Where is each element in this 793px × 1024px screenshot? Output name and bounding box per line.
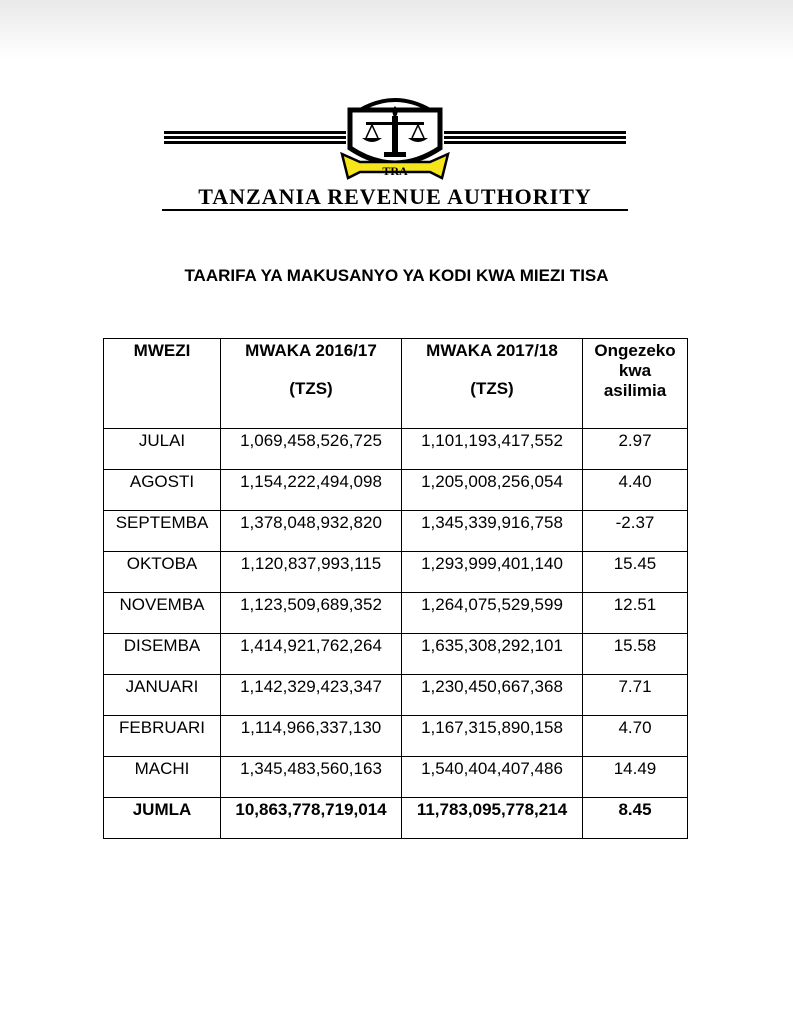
cell-2016-17: 1,069,458,526,725 [221,429,402,470]
cell-2017-18: 1,230,450,667,368 [402,675,583,716]
cell-2016-17: 1,378,048,932,820 [221,511,402,552]
cell-2016-17: 1,120,837,993,115 [221,552,402,593]
cell-2017-18: 1,205,008,256,054 [402,470,583,511]
cell-growth: 2.97 [583,429,688,470]
top-shading [0,0,793,60]
table-row [104,716,688,757]
cell-2017-18: 1,293,999,401,140 [402,552,583,593]
table-row [104,634,688,675]
cell-2017-18: 1,264,075,529,599 [402,593,583,634]
cell-2017-18: 1,101,193,417,552 [402,429,583,470]
cell-growth: 14.49 [583,757,688,798]
total-label: JUMLA [104,798,221,839]
cell-month: FEBRUARI [104,716,221,757]
header-month-label: MWEZI [133,341,191,360]
table-row [104,470,688,511]
header-year-2017-18-unit: (TZS) [470,379,514,398]
table-row [104,675,688,716]
total-2017-18: 11,783,095,778,214 [402,798,583,839]
cell-month: DISEMBA [104,634,221,675]
cell-2016-17: 1,142,329,423,347 [221,675,402,716]
header-growth-line1: Ongezeko [594,341,676,360]
header-month [104,339,221,429]
table-row [104,429,688,470]
total-growth: 8.45 [583,798,688,839]
header-year-2017-18-label: MWAKA 2017/18 [426,341,558,360]
header-year-2016-17-unit: (TZS) [289,379,333,398]
table-row [104,593,688,634]
cell-month: SEPTEMBA [104,511,221,552]
cell-2016-17: 1,154,222,494,098 [221,470,402,511]
header-growth-line2: kwa [618,361,652,380]
cell-growth: 15.58 [583,634,688,675]
cell-month: NOVEMBA [104,593,221,634]
cell-growth: 15.45 [583,552,688,593]
header-year-2016-17-label: MWAKA 2016/17 [245,341,377,360]
table-row [104,511,688,552]
table-total-row [104,798,688,839]
cell-growth: -2.37 [583,511,688,552]
header-growth [583,339,688,429]
cell-month: OKTOBA [104,552,221,593]
tax-collection-table [103,338,688,839]
cell-growth: 4.70 [583,716,688,757]
cell-growth: 7.71 [583,675,688,716]
tra-logo [160,96,630,216]
cell-2017-18: 1,167,315,890,158 [402,716,583,757]
cell-2017-18: 1,345,339,916,758 [402,511,583,552]
header-year-2016-17 [221,339,402,429]
table-header-row [104,339,688,429]
table-row [104,552,688,593]
cell-month: JANUARI [104,675,221,716]
cell-2016-17: 1,114,966,337,130 [221,716,402,757]
cell-2017-18: 1,540,404,407,486 [402,757,583,798]
cell-2017-18: 1,635,308,292,101 [402,634,583,675]
cell-month: MACHI [104,757,221,798]
document-title: TAARIFA YA MAKUSANYO YA KODI KWA MIEZI TISA [184,266,609,285]
total-2016-17: 10,863,778,719,014 [221,798,402,839]
cell-2016-17: 1,123,509,689,352 [221,593,402,634]
header-growth-line3: asilimia [603,381,667,400]
organization-name: TANZANIA REVENUE AUTHORITY [198,184,592,209]
cell-month: JULAI [104,429,221,470]
cell-2016-17: 1,414,921,762,264 [221,634,402,675]
header-year-2017-18 [402,339,583,429]
cell-2016-17: 1,345,483,560,163 [221,757,402,798]
cell-month: AGOSTI [104,470,221,511]
logo-badge-text: TRA [382,164,408,178]
cell-growth: 4.40 [583,470,688,511]
logo-underline [162,209,628,211]
cell-growth: 12.51 [583,593,688,634]
table-row [104,757,688,798]
